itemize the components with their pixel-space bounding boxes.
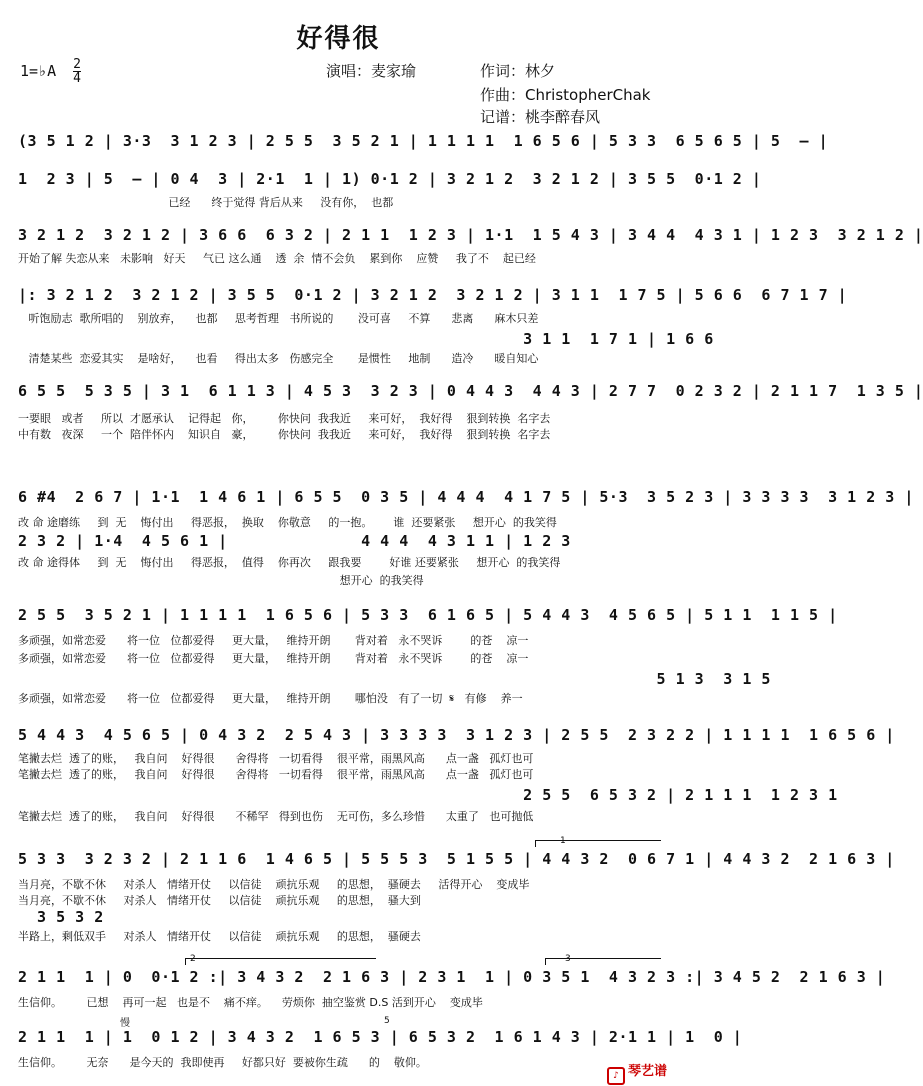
score-line-6: 6 #4 2 6 7 | 1·1 1 4 6 1 | 6 5 5 0 3 5 | 4 4 4 4 1 7 5 | 5·3 3 5 2 3 | 3 3 3 3 3 1 2 3 | [18,488,914,506]
score-line-10: 2 1 1 1 | 0 0·1 2 :| 3 4 3 2 2 1 6 3 | 2 3 1 1 | 0 3 5 1 4 3 2 3 :| 3 4 5 2 2 1 6 3 | [18,968,886,986]
score-line-6-alt: 2 3 2 | 1·4 4 5 6 1 | 4 4 4 4 3 1 1 | 1 2 3 [18,532,571,550]
ending-3-marker: 3 [565,954,571,964]
ending-5-marker: 5 [384,1016,390,1026]
score-line-2: 1 2 3 | 5 – | 0 4 3 | 2·1 1 | 1) 0·1 2 | 3 2 1 2 3 2 1 2 | 3 5 5 0·1 2 | [18,170,762,188]
lyrics-line-8a: 笔撇去烂 透了的账， 我自问 好得很 舍得将 一切看得 很平常，雨黑风高 点一盏 孤灯也可 [18,752,534,765]
lyrics-line-9-alt: 半路上，剩低双手 对杀人 情绪开仗 以信徒 顽抗乐观 的思想， 骚硬去 [18,930,421,943]
lyrics-line-4-alt: 清楚某些 恋爱其实 是啥好， 也看 得出太多 伤感完全 是惯性 地制 造冷 暖自知心 [18,352,539,365]
volta-bracket-1 [535,840,661,847]
lyrics-line-10: 生信仰。 已想 再可一起 也是不 痛不痒。 劳烦你 抽空鉴赏 D.S 活到开心 变成毕 [18,996,483,1009]
score-line-1: (3 5 1 2 | 3·3 3 1 2 3 | 2 5 5 3 5 2 1 | 1 1 1 1 1 6 5 6 | 5 3 3 6 5 6 5 | 5 – | [18,132,829,150]
score-line-9-alt: 3 5 3 2 [18,908,104,926]
ending-1-marker: 1 [560,836,566,846]
site-logo [607,1060,667,1085]
lyrics-line-11: 生信仰。 无奈 是今天的 我即使再 好都只好 要被你生疏 的 敬仰。 [18,1056,427,1069]
score-line-7-alt: 5 1 3 3 1 5 [18,670,771,688]
score-line-7: 2 5 5 3 5 2 1 | 1 1 1 1 1 6 5 6 | 5 3 3 6 1 6 5 | 5 4 4 3 4 5 6 5 | 5 1 1 1 1 5 | [18,606,838,624]
score-line-3: 3 2 1 2 3 2 1 2 | 3 6 6 6 3 2 | 2 1 1 1 2 3 | 1·1 1 5 4 3 | 3 4 4 4 3 1 | 1 2 3 3 2 1 2 | [18,226,923,244]
lyrics-line-3: 开始了解 失恋从来 未影响 好天 气已 这么通 透 余 情不会负 累到你 应赞 我了不 起已经 [18,252,536,265]
lyrics-line-5b: 中有数 夜深 一个 陪伴怀内 知识自 豪， 你快问 我我近 来可好， 我好得 狠到转换 名字去 [18,428,551,441]
time-denominator: 4 [73,71,81,86]
song-title: 好得很 [296,24,381,54]
lyrics-line-6-alt-b: 想开心 的我笑得 [18,574,424,587]
lyrics-line-7-alt: 多顽强，如常恋爱 将一位 位都爱得 更大量， 维持开朗 哪怕没 有了一切 𝄋 有修 养一 [18,692,523,705]
lyrics-line-4: 听饱励志 歌所唱的 别放弃， 也都 思考哲理 书所说的 没可喜 不算 悲离 麻木只差 [18,312,539,325]
lyrics-line-6-alt-a: 改 命 途得体 到 无 悔付出 得恶报， 值得 你再次 跟我要 好谁 还要紧张 想开心 的我笑得 [18,556,561,569]
key-signature [20,58,81,85]
time-numerator: 2 [73,57,81,72]
composer-credit: 作曲：ChristopherChak [480,86,651,104]
music-note-icon: ♪ [607,1067,625,1085]
slow-marker: 慢 [120,1018,130,1029]
lyrics-line-8-alt: 笔撇去烂 透了的账， 我自问 好得很 不稀罕 得到也伤 无可伤，多么珍惜 太重了 也可抛低 [18,810,534,823]
lyrics-line-9a: 当月亮，不歇不休 对杀人 情绪开仗 以信徒 顽抗乐观 的思想， 骚硬去 活得开心 变成毕 [18,878,530,891]
score-line-5: 6 5 5 5 3 5 | 3 1 6 1 1 3 | 4 5 3 3 2 3 | 0 4 4 3 4 4 3 | 2 7 7 0 2 3 2 | 2 1 1 7 1 3 5 | [18,382,923,400]
lyrics-line-2: 已经 终于觉得 背后从来 没有你， 也都 [18,196,394,209]
volta-bracket-3 [545,958,661,965]
lyrics-line-5a: 一要眼 或者 所以 才愿承认 记得起 你， 你快问 我我近 来可好， 我好得 狠到转换 名字去 [18,412,551,425]
lyrics-line-6: 改 命 途磨练 到 无 悔付出 得恶报， 换取 你敬意 的一抱。 谁 还要紧张 想开心 的我笑得 [18,516,557,529]
score-line-4: |: 3 2 1 2 3 2 1 2 | 3 5 5 0·1 2 | 3 2 1 2 3 2 1 2 | 3 1 1 1 7 5 | 5 6 6 6 7 1 7 | [18,286,848,304]
score-line-8-alt: 2 5 5 6 5 3 2 | 2 1 1 1 1 2 3 1 [18,786,838,804]
lyrics-line-7b: 多顽强，如常恋爱 将一位 位都爱得 更大量， 维持开朗 背对着 永不哭诉 的苍 凉一 [18,652,529,665]
lyricist-credit: 作词：林夕 [480,62,556,80]
logo-text: 琴艺谱 [627,1064,667,1079]
transcriber-credit: 记谱：桃李醉春风 [480,108,601,126]
time-signature [73,58,81,85]
lyrics-line-8b: 笔撇去烂 透了的账， 我自问 好得很 舍得将 一切看得 很平常，雨黑风高 点一盏 孤灯也可 [18,768,534,781]
singer-credit: 演唱：麦家瑜 [326,62,417,80]
volta-bracket-2 [185,958,376,965]
score-line-4-alt: 3 1 1 1 7 1 | 1 6 6 [18,330,714,348]
score-line-9: 5 3 3 3 2 3 2 | 2 1 1 6 1 4 6 5 | 5 5 5 3 5 1 5 5 | 4 4 3 2 0 6 7 1 | 4 4 3 2 2 1 6 3 | [18,850,895,868]
score-line-8: 5 4 4 3 4 5 6 5 | 0 4 3 2 2 5 4 3 | 3 3 3 3 3 1 2 3 | 2 5 5 2 3 2 2 | 1 1 1 1 1 6 5 6 | [18,726,895,744]
score-line-11: 2 1 1 1 | 1 0 1 2 | 3 4 3 2 1 6 5 3 | 6 5 3 2 1 6 1 4 3 | 2·1 1 | 1 0 | [18,1028,743,1046]
lyrics-line-9b: 当月亮，不歇不休 对杀人 情绪开仗 以信徒 顽抗乐观 的思想， 骚大到 [18,894,421,907]
lyrics-line-7a: 多顽强，如常恋爱 将一位 位都爱得 更大量， 维持开朗 背对着 永不哭诉 的苍 凉一 [18,634,529,647]
ending-2-marker: 2 [190,954,196,964]
key-label: 1=♭A [20,62,57,80]
